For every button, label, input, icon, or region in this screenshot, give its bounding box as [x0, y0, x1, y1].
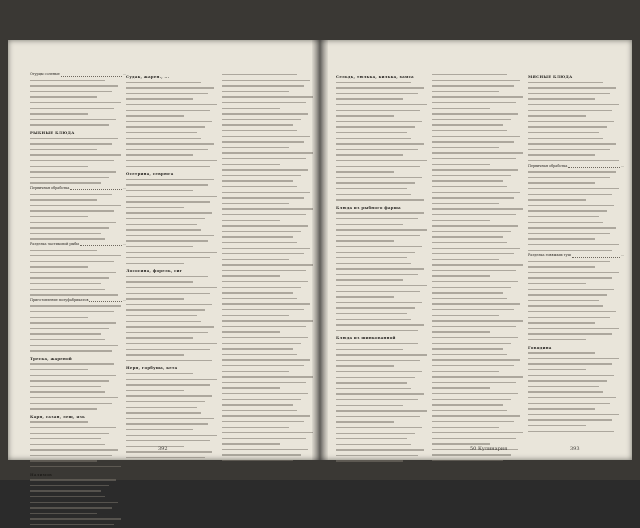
toc-entry-title: Разделка частиковой рыбы — [30, 241, 79, 246]
illegible-text-line — [126, 261, 222, 267]
illegible-text-line — [126, 455, 222, 461]
right-caption: 50 Кулинария — [470, 446, 508, 452]
right-folio: 393 — [570, 446, 580, 452]
illegible-text-line — [528, 337, 624, 343]
toc-leader-dots — [568, 167, 619, 168]
toc-section-heading: Судак, жарен., ... — [126, 74, 170, 79]
toc-section-heading: Карп, сазан, лещ, язь — [30, 413, 86, 419]
illegible-text-line — [222, 458, 318, 464]
illegible-text-line — [30, 522, 126, 528]
illegible-text-line — [336, 328, 432, 334]
right-col-1 — [336, 72, 432, 438]
toc-entry-title: Огурцы соленые — [30, 72, 60, 76]
left-col-2 — [126, 72, 222, 438]
toc-section-heading: Осетрина, севрюга — [126, 171, 174, 177]
right-page — [320, 40, 632, 460]
toc-section-heading: Блюда из рыбного фарша — [336, 204, 401, 210]
toc-section-heading: Налимов — [30, 471, 53, 477]
illegible-text-line — [432, 458, 528, 464]
toc-entry-page: ... — [122, 72, 126, 76]
book-gutter — [312, 40, 328, 460]
illegible-text-line — [126, 164, 222, 170]
toc-leader-dots — [61, 76, 122, 77]
toc-section-heading: Лососина, форель, сиг — [126, 268, 183, 274]
illegible-text-line — [528, 428, 624, 434]
illegible-text-line — [30, 122, 126, 128]
toc-section-heading: Треска, жареной — [30, 355, 73, 361]
right-col-2 — [432, 72, 528, 438]
left-page — [8, 40, 320, 477]
toc-section-heading: Нерп, горбуша, кета — [126, 365, 178, 371]
toc-section-heading: РЫБНЫЕ БЛЮДА — [30, 129, 75, 135]
toc-entry-title: Первичная обработка — [528, 163, 568, 168]
illegible-text-line — [30, 464, 126, 470]
toc-leader-dots — [70, 189, 121, 190]
toc-leader-dots — [572, 257, 620, 258]
toc-entry-page: ... — [620, 253, 624, 257]
left-col-1 — [30, 72, 126, 477]
toc-entry-title: Разделка говяжьих туш — [528, 253, 571, 257]
right-col-3 — [528, 72, 624, 438]
toc-section-heading: МЯСНЫЕ БЛЮДА — [528, 74, 573, 79]
toc-entry-page: ... — [122, 241, 126, 246]
left-folio: 392 — [158, 446, 168, 452]
illegible-text-line — [336, 197, 432, 203]
toc-section-heading: Блюда из шинкованной — [336, 335, 396, 341]
toc-entry-page: ... — [122, 185, 126, 190]
illegible-text-line — [126, 358, 222, 364]
toc-leader-dots — [80, 245, 122, 246]
toc-entry-title: Приготовление полуфабрикатов — [30, 297, 89, 302]
toc-entry-page: ... — [122, 297, 126, 302]
toc-section-heading: Говядина — [528, 344, 552, 350]
illegible-text-line — [336, 458, 432, 464]
toc-entry-title: Первичная обработка — [30, 185, 70, 190]
toc-section-heading: Сельдь, тюлька, килька, хамса — [336, 74, 414, 79]
illegible-text-line — [30, 348, 126, 354]
toc-entry-page: ... — [620, 163, 624, 168]
toc-leader-dots — [89, 301, 121, 302]
illegible-text-line — [30, 406, 126, 412]
left-col-3 — [222, 72, 318, 438]
